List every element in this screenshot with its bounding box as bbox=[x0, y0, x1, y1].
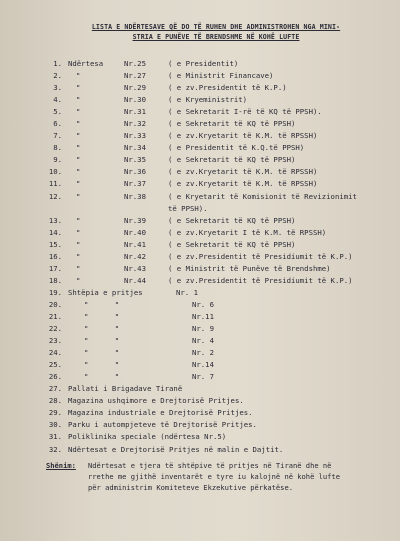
item-building-number: Nr.34 bbox=[124, 143, 146, 153]
item-building: " bbox=[76, 251, 81, 261]
item-description: ( e Kryetarit të Komisionit të Revizionimit bbox=[168, 191, 357, 201]
list-item bbox=[44, 58, 382, 70]
list-item bbox=[44, 431, 382, 443]
item-description: ( e Sekretarit të KQ të PPSH) bbox=[168, 155, 296, 165]
item-number: 14. bbox=[48, 227, 62, 237]
item-building: " " bbox=[84, 360, 120, 370]
item-building: " bbox=[76, 71, 81, 81]
item-number: 24. bbox=[48, 348, 62, 358]
item-building-number: Nr.41 bbox=[124, 239, 146, 249]
item-description: ( e Sekretarit të KQ të PPSH) bbox=[168, 239, 296, 249]
list-item bbox=[44, 178, 382, 190]
item-building: " " bbox=[84, 311, 120, 321]
item-number: 10. bbox=[48, 167, 62, 177]
note-line-1: Ndërtesat e tjera të shtëpive të pritjes në Tiranë dhe në bbox=[88, 460, 332, 470]
list-item bbox=[44, 166, 382, 178]
item-description: Parku i autompjeteve të Drejtorisë Pritjes. bbox=[68, 420, 257, 430]
item-building-number: Nr. 1 bbox=[176, 287, 198, 297]
item-description: ( e zv.Presidentit të Presidiumit të K.P.) bbox=[168, 275, 353, 285]
item-building: " bbox=[76, 83, 81, 93]
item-building-number: Nr.35 bbox=[124, 155, 146, 165]
list-item bbox=[44, 383, 382, 395]
list-item bbox=[44, 287, 382, 299]
item-building: " bbox=[76, 119, 81, 129]
item-building: " bbox=[76, 191, 81, 201]
item-description: Pallati i Brigadave Tiranë bbox=[68, 384, 183, 394]
item-building-number: Nr.39 bbox=[124, 215, 146, 225]
list-item bbox=[44, 154, 382, 166]
item-building: " " bbox=[84, 348, 120, 358]
item-description: ( e Kryeministrit) bbox=[168, 95, 248, 105]
item-number: 7. bbox=[53, 131, 62, 141]
item-building-number: Nr.38 bbox=[124, 191, 146, 201]
item-building-number: Nr. 9 bbox=[192, 324, 214, 334]
item-number: 5. bbox=[53, 107, 62, 117]
item-building-number: Nr.44 bbox=[124, 275, 146, 285]
item-description: ( e zv.Kryetarit të K.M. të RPSSH) bbox=[168, 179, 318, 189]
item-description: Ndërtesat e Drejtorisë Pritjes në malin e Dajtit. bbox=[68, 444, 284, 454]
item-building: " bbox=[76, 95, 81, 105]
item-number: 19. bbox=[48, 287, 62, 297]
list-item bbox=[44, 335, 382, 347]
item-building: " bbox=[76, 227, 81, 237]
item-number: 13. bbox=[48, 215, 62, 225]
item-building: " " bbox=[84, 336, 120, 346]
item-description: ( e Presidentit të K.Q.të PPSH) bbox=[168, 143, 305, 153]
title-line-1: LISTA E NDËRTESAVE QË DO TË RUHEN DHE ADMINISTROHEN NGA MINI- bbox=[91, 23, 341, 31]
list-item bbox=[44, 106, 382, 118]
item-number: 8. bbox=[53, 143, 62, 153]
item-number: 20. bbox=[48, 299, 62, 309]
item-building-number: Nr.37 bbox=[124, 179, 146, 189]
list-item bbox=[44, 227, 382, 239]
item-description-continued: të PPSH). bbox=[168, 203, 208, 213]
item-description: ( e Presidentit) bbox=[168, 59, 239, 68]
item-number: 21. bbox=[48, 311, 62, 321]
item-description: ( e zv.Presidentit të K.P.) bbox=[168, 83, 287, 93]
item-building-number: Nr.14 bbox=[192, 360, 214, 370]
item-building: Shtëpia e pritjes bbox=[68, 287, 143, 297]
item-building-number: Nr.11 bbox=[192, 311, 214, 321]
note-label: Shënim: bbox=[46, 460, 76, 470]
item-number: 28. bbox=[48, 396, 62, 406]
list-item bbox=[44, 395, 382, 407]
list-item bbox=[44, 239, 382, 251]
item-number: 30. bbox=[48, 420, 62, 430]
list-item bbox=[44, 371, 382, 383]
item-building: " " bbox=[84, 299, 120, 309]
item-number: 16. bbox=[48, 251, 62, 261]
item-description: ( e Ministrit Financave) bbox=[168, 71, 274, 81]
title-line-2: STRIA E PUNËVE TË BRENDSHME NË KOHË LUFTE bbox=[132, 33, 300, 41]
item-building: " bbox=[76, 131, 81, 141]
item-building-number: Nr.33 bbox=[124, 131, 146, 141]
list-item bbox=[44, 130, 382, 142]
item-building: " bbox=[76, 143, 81, 153]
item-number: 31. bbox=[48, 432, 62, 442]
item-description: ( e zv.Kryetarit I të K.M. të RPSSH) bbox=[168, 227, 327, 237]
item-building-number: Nr. 7 bbox=[192, 372, 214, 382]
item-building: " bbox=[76, 275, 81, 285]
item-building: " bbox=[76, 155, 81, 165]
list-item bbox=[44, 82, 382, 94]
list-item bbox=[44, 263, 382, 275]
item-building-number: Nr.27 bbox=[124, 71, 146, 81]
item-building: " bbox=[76, 263, 81, 273]
list-item bbox=[44, 299, 382, 311]
item-building-number: Nr.36 bbox=[124, 167, 146, 177]
item-building-number: Nr.32 bbox=[124, 119, 146, 129]
item-description: ( e Ministrit të Punëve të Brendshme) bbox=[168, 263, 331, 273]
item-description: Poliklinika speciale (ndërtesa Nr.5) bbox=[68, 432, 227, 442]
item-number: 9. bbox=[53, 155, 62, 165]
item-description: ( e Sekretarit të KQ të PPSH) bbox=[168, 119, 296, 129]
item-building: " " bbox=[84, 372, 120, 382]
list-item bbox=[44, 359, 382, 371]
item-building-number: Nr.29 bbox=[124, 83, 146, 93]
item-description: ( e zv.Presidentit të Presidiumit të K.P.) bbox=[168, 251, 353, 261]
item-building-number: Nr.40 bbox=[124, 227, 146, 237]
item-building: " bbox=[76, 215, 81, 225]
list-item bbox=[44, 142, 382, 154]
item-building: Ndërtesa bbox=[68, 59, 104, 68]
item-description: Magazina ushqimore e Drejtorisë Pritjes. bbox=[68, 396, 244, 406]
item-number: 11. bbox=[48, 179, 62, 189]
note-line-3: për administrim Komiteteve Ekzekutive përkatëse. bbox=[88, 482, 293, 492]
item-building-number: Nr. 4 bbox=[192, 336, 214, 346]
item-building-number: Nr.43 bbox=[124, 263, 146, 273]
item-building-number: Nr.31 bbox=[124, 107, 146, 117]
item-building: " bbox=[76, 179, 81, 189]
building-list bbox=[44, 58, 382, 456]
item-number: 2. bbox=[53, 71, 62, 81]
list-item bbox=[44, 118, 382, 130]
item-number: 25. bbox=[48, 360, 62, 370]
item-description: ( e Sekretarit I-rë të KQ të PPSH). bbox=[168, 107, 322, 117]
item-building-number: Nr. 6 bbox=[192, 299, 214, 309]
item-number: 1. bbox=[53, 59, 62, 68]
item-number: 15. bbox=[48, 239, 62, 249]
list-item bbox=[44, 191, 382, 203]
item-description: ( e zv.Kryetarit të K.M. të RPSSH) bbox=[168, 131, 318, 141]
item-building-number: Nr.42 bbox=[124, 251, 146, 261]
list-item bbox=[44, 419, 382, 431]
item-number: 26. bbox=[48, 372, 62, 382]
list-item bbox=[44, 275, 382, 287]
item-number: 3. bbox=[53, 83, 62, 93]
list-item bbox=[44, 347, 382, 359]
note-line-2: rrethe me gjithë inventarët e tyre iu kalojnë në kohë lufte bbox=[88, 471, 340, 481]
item-number: 27. bbox=[48, 384, 62, 394]
item-building-number: Nr. 2 bbox=[192, 348, 214, 358]
item-number: 29. bbox=[48, 408, 62, 418]
list-item bbox=[44, 444, 382, 456]
item-number: 32. bbox=[48, 444, 62, 454]
list-item bbox=[44, 251, 382, 263]
item-description: Magazina industriale e Drejtorisë Pritjes. bbox=[68, 408, 253, 418]
item-description: ( e zv.Kryetarit të K.M. të RPSSH) bbox=[168, 167, 318, 177]
list-item bbox=[44, 70, 382, 82]
item-number: 23. bbox=[48, 336, 62, 346]
item-number: 17. bbox=[48, 263, 62, 273]
item-number: 12. bbox=[48, 191, 62, 201]
item-building: " " bbox=[84, 324, 120, 334]
list-item bbox=[44, 407, 382, 419]
item-building-number: Nr.30 bbox=[124, 95, 146, 105]
item-building: " bbox=[76, 239, 81, 249]
item-building: " bbox=[76, 167, 81, 177]
footnote bbox=[44, 460, 382, 493]
item-number: 4. bbox=[53, 95, 62, 105]
item-building: " bbox=[76, 107, 81, 117]
list-item bbox=[44, 215, 382, 227]
item-number: 22. bbox=[48, 324, 62, 334]
item-number: 6. bbox=[53, 119, 62, 129]
item-description: ( e Sekretarit të KQ të PPSH) bbox=[168, 215, 296, 225]
document-title bbox=[44, 22, 382, 42]
list-item bbox=[44, 311, 382, 323]
item-building-number: Nr.25 bbox=[124, 59, 146, 68]
item-number: 18. bbox=[48, 275, 62, 285]
list-item bbox=[44, 323, 382, 335]
list-item bbox=[44, 94, 382, 106]
